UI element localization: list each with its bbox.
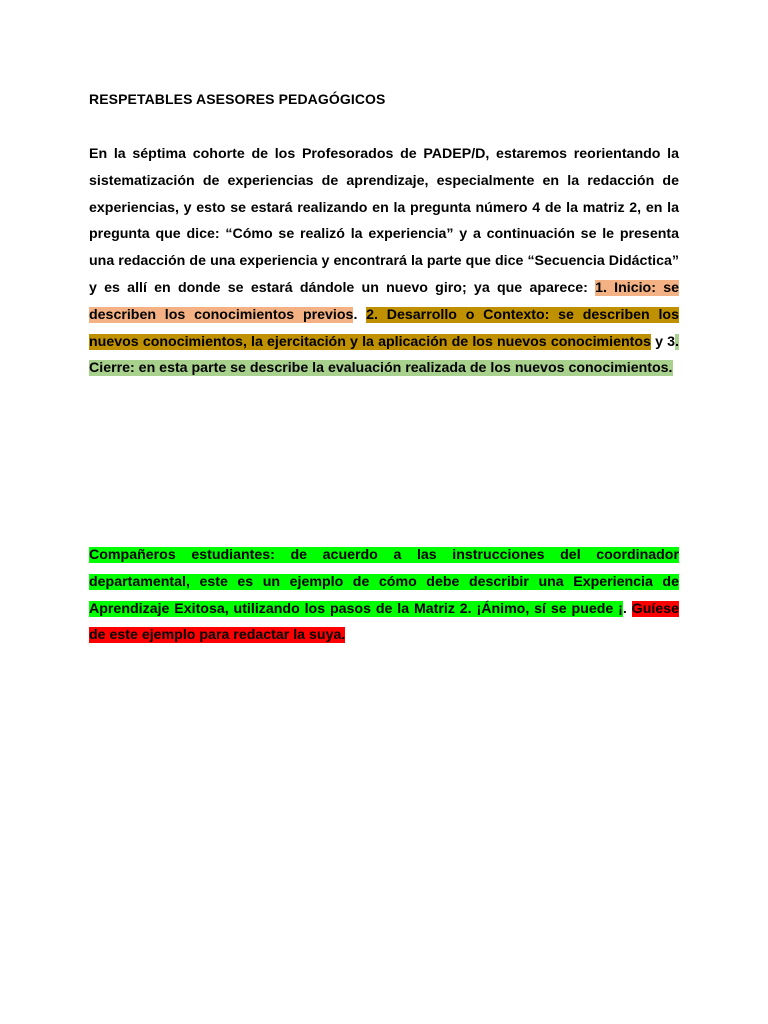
separator-text: .	[622, 600, 632, 617]
paragraph-intro-text: En la séptima cohorte de los Profesorados de PADEP/D, estaremos reorientando la sistematización de experiencias de aprendizaje, especialmente en la redacción de experiencias, y esto se estará realizando en la pregunta número 4 de la matriz 2, en la pregunta que dice: “Cómo se realizó la experiencia” y a continuación se le presenta una redacción de una experiencia y encontrará la parte que dice “Secuencia Didáctica” y es allí en donde se estará dándole un nuevo giro; ya que aparece:	[89, 146, 679, 296]
document-title: RESPETABLES ASESORES PEDAGÓGICOS	[89, 91, 386, 107]
step1-highlight: 1. Inicio: se describen los conocimientos previos	[89, 279, 679, 323]
separator-text: .	[353, 306, 367, 323]
paragraph-students-note	[89, 542, 679, 649]
step3-highlight: . Cierre: en esta parte se describe la evaluación realizada de los nuevos conocimientos.	[89, 333, 679, 377]
separator-text: y 3	[650, 333, 676, 350]
students-note-highlight: Compañeros estudiantes: de acuerdo a las instrucciones del coordinador departamental, este es un ejemplo de cómo debe describir una Experiencia de Aprendizaje Exitosa, utilizando los pasos de la Matriz 2. ¡Ánimo, sí se puede ¡	[89, 547, 679, 617]
guide-note-highlight: Guíese de este ejemplo para redactar la suya.	[89, 600, 679, 644]
step2-highlight: 2. Desarrollo o Contexto: se describen los nuevos conocimientos, la ejercitación y la aplicación de los nuevos conocimientos	[89, 306, 679, 350]
paragraph-instructions	[89, 141, 679, 382]
